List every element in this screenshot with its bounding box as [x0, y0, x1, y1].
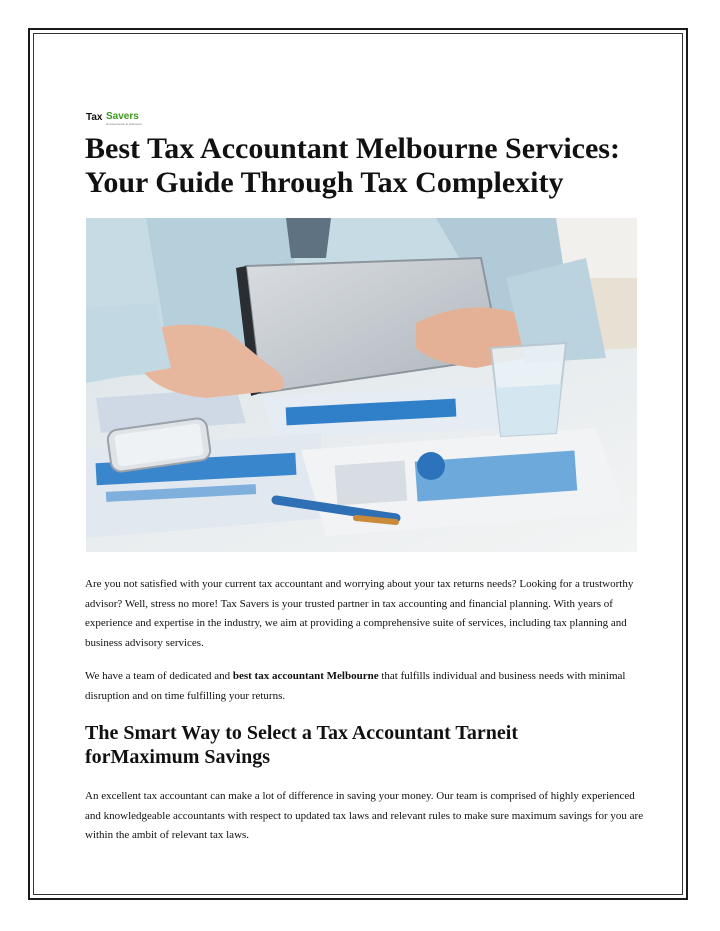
- page-title: Best Tax Accountant Melbourne Services: Your Guide Through Tax Complexity: [85, 132, 620, 199]
- section-paragraph: An excellent tax accountant can make a lot of difference in saving your money. Our team is comprised of highly experienced and knowledgeable accountants with respect to updated tax laws and relevant rules to make sure maximum savings for you are within the ambit of relevant tax laws.: [85, 790, 644, 841]
- team-paragraph-highlight: best tax accountant Melbourne: [232, 670, 379, 682]
- hero-image: [86, 218, 637, 552]
- logo-savers-text: Savers: [106, 111, 139, 122]
- section-heading: The Smart Way to Select a Tax Accountant Tarneit forMaximum Savings: [85, 722, 518, 768]
- logo-tax-text: Tax: [86, 112, 103, 123]
- team-paragraph-start: We have a team of dedicated and: [85, 670, 233, 682]
- team-paragraph-end: that fulfills individual and business needs with minimal disruption and on time fulfilling your returns.: [85, 670, 626, 702]
- intro-paragraph: Are you not satisfied with your current tax accountant and worrying about your tax returns needs? Looking for a trustworthy advisor? Well, stress no more! Tax Savers is your trusted partner in tax accounting and financial planning. With years of experience and expertise in the industry, we aim at providing a comprehensive suite of services, including tax planning and business advisory services.: [85, 578, 634, 649]
- tax-savers-logo: [86, 110, 148, 130]
- team-paragraph: [85, 667, 645, 706]
- logo-tagline: Accountants & Advisors: [106, 122, 142, 126]
